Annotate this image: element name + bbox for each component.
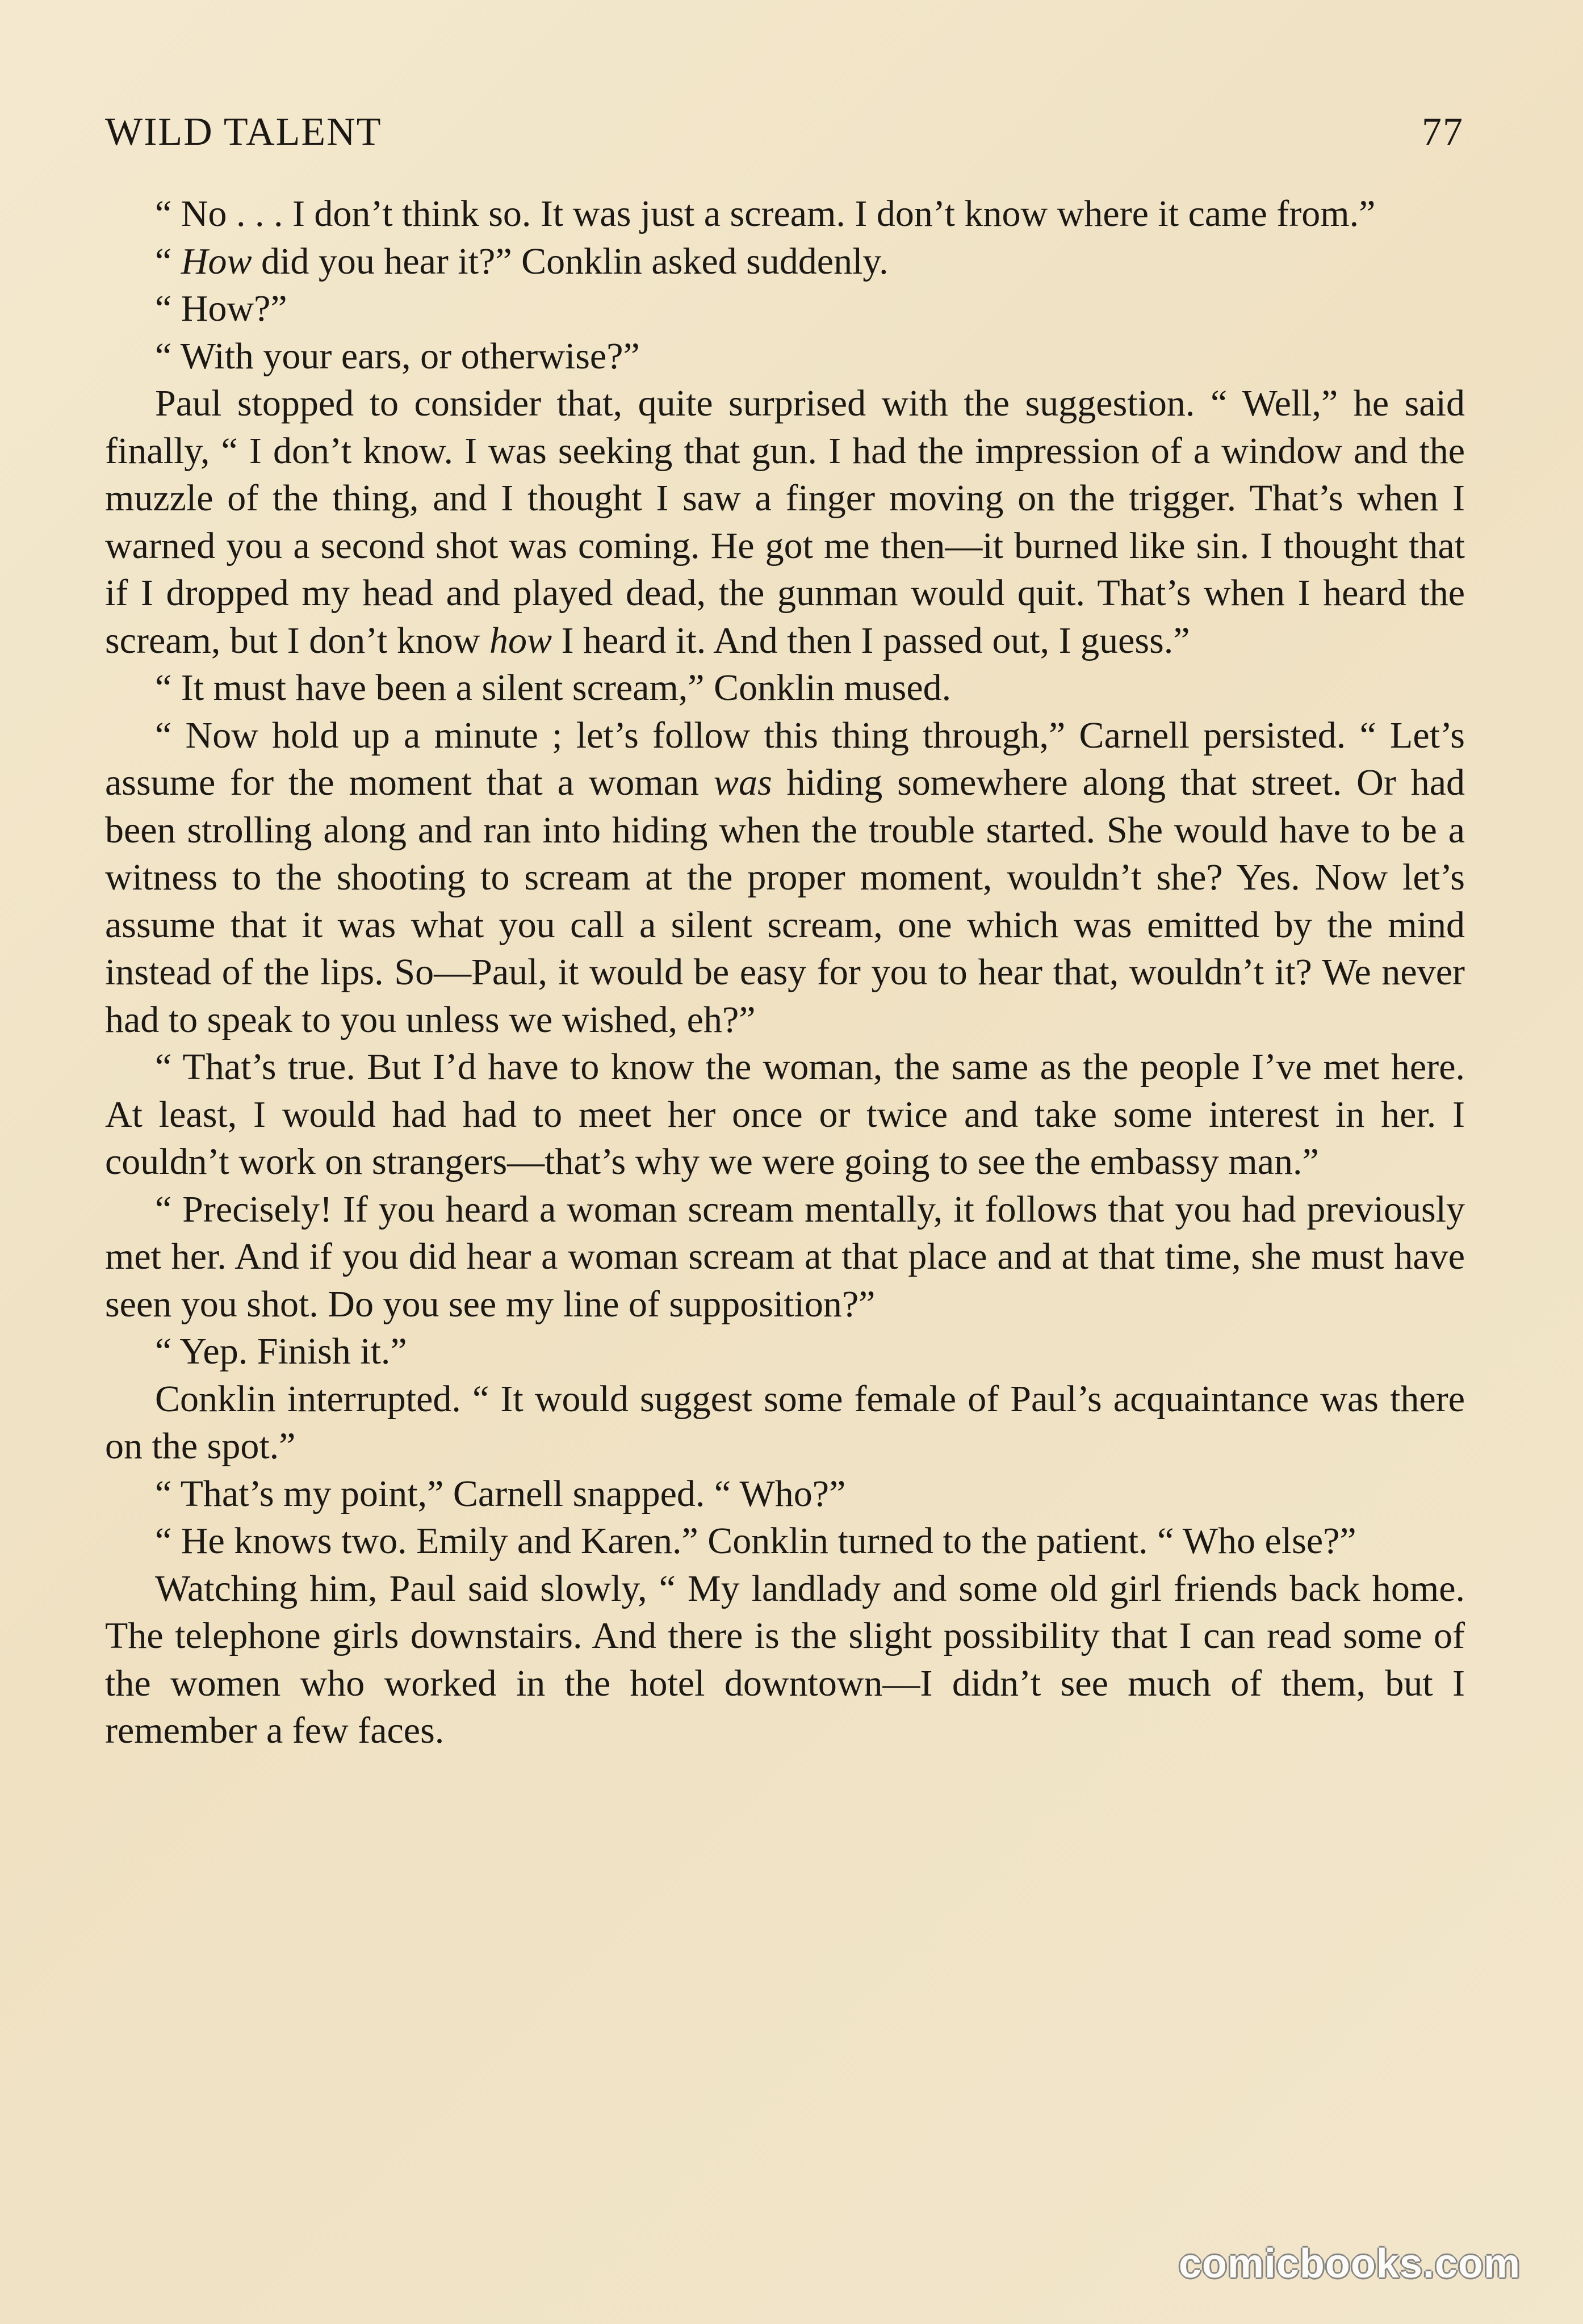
text-run: “ With your ears, or otherwise?” xyxy=(155,335,640,377)
paragraph xyxy=(105,1375,1465,1470)
text-run: “ How?” xyxy=(155,288,287,329)
text-run: “ xyxy=(155,240,181,282)
italic-text: was xyxy=(713,762,772,803)
paragraph xyxy=(105,238,1465,286)
text-run: “ That’s true. But I’d have to know the woman, the same as the people I’ve met here. At least, I would had had to meet her once or twice and take some interest in her. I couldn’t work on strangers—that’s why we were going to see the embassy man.” xyxy=(105,1046,1465,1182)
text-run: “ Now hold up a minute ; let’s follow this thing through,” Carnell persisted. “ Let’s assume for the moment that a woman xyxy=(105,714,1465,803)
watermark: comicbooks.com xyxy=(1178,2241,1521,2287)
paragraph xyxy=(105,664,1465,712)
text-run: “ He knows two. Emily and Karen.” Conklin turned to the patient. “ Who else?” xyxy=(155,1520,1356,1562)
text-run: “ That’s my point,” Carnell snapped. “ Who?” xyxy=(155,1473,846,1515)
text-run: did you hear it?” Conklin asked suddenly. xyxy=(252,240,889,282)
paragraph xyxy=(105,1470,1465,1518)
paragraph xyxy=(105,1328,1465,1375)
paragraph xyxy=(105,712,1465,1044)
paragraph xyxy=(105,1186,1465,1328)
text-run: “ Precisely! If you heard a woman scream mentally, it follows that you had previously met her. And if you did hear a woman scream at that place and at that time, she must have seen you shot. Do you see my line of supposition?” xyxy=(105,1188,1465,1325)
body-text xyxy=(105,190,1465,1755)
paragraph xyxy=(105,1565,1465,1755)
paragraph xyxy=(105,285,1465,333)
paragraph xyxy=(105,1043,1465,1186)
text-run: Watching him, Paul said slowly, “ My landlady and some old girl friends back home. The telephone girls downstairs. And there is the slight possibility that I can read some of the women who worked in the hotel downtown—I didn’t see much of them, but I remember a few faces. xyxy=(105,1567,1465,1751)
paragraph xyxy=(105,333,1465,380)
text-run: “ Yep. Finish it.” xyxy=(155,1331,407,1372)
text-run: Conklin interrupted. “ It would suggest some female of Paul’s acquaintance was there on the spot.” xyxy=(105,1378,1465,1467)
italic-text: how xyxy=(489,619,552,661)
running-title: WILD TALENT xyxy=(105,110,382,154)
paragraph xyxy=(105,190,1465,238)
page-header xyxy=(105,95,1464,152)
text-run: I heard it. And then I passed out, I guess.” xyxy=(552,619,1190,661)
italic-text: How xyxy=(181,240,252,282)
text-run: hiding somewhere along that street. Or had been strolling along and ran into hiding when the trouble started. She would have to be a witness to the shooting to scream at the proper moment, wouldn’t she? Yes. Now let’s assume that it was what you call a silent scream, one which was emitted by the mind instead of the lips. So—Paul, it would be easy for you to hear that, wouldn’t it? We never had to speak to you unless we wished, eh?” xyxy=(105,762,1465,1041)
text-run: “ No . . . I don’t think so. It was just a scream. I don’t know where it came from.” xyxy=(155,193,1376,234)
text-run: “ It must have been a silent scream,” Conklin mused. xyxy=(155,667,952,708)
paragraph xyxy=(105,1517,1465,1565)
text-run: Paul stopped to consider that, quite surprised with the suggestion. “ Well,” he said finally, “ I don’t know. I was seeking that gun. I had the impression of a window and the muzzle of the thing, and I thought I saw a finger moving on the trigger. That’s when I warned you a second shot was coming. He got me then—it burned like sin. I thought that if I dropped my head and played dead, the gunman would quit. That’s when I heard the scream, but I don’t know xyxy=(105,383,1465,661)
paragraph xyxy=(105,380,1465,664)
page-number: 77 xyxy=(1422,110,1464,154)
